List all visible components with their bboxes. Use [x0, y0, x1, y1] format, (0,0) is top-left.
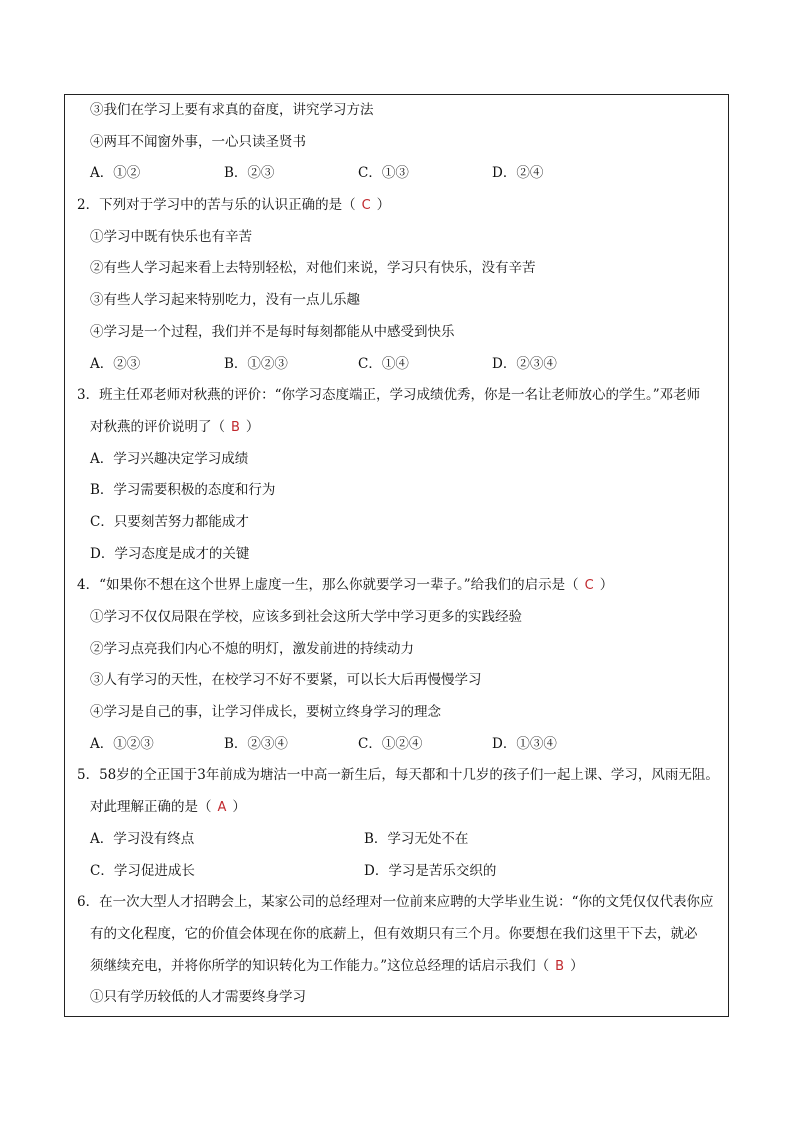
option-c: C．①④	[358, 355, 409, 372]
option-a: A．学习没有终点	[90, 830, 195, 847]
option-d: D．②④	[492, 165, 544, 182]
options-row	[90, 824, 720, 856]
question-2-stem	[65, 190, 720, 222]
option-a: A．①②③	[90, 735, 154, 752]
option-b: B．②③④	[224, 735, 288, 752]
stem-text: 2．下列对于学习中的苦与乐的认识正确的是（	[77, 197, 356, 214]
option-d: D．①③④	[492, 735, 557, 752]
option-d: D．学习是苦乐交织的	[364, 862, 497, 879]
statement-3: ③人有学习的天性，在校学习不好不要紧，可以长大后再慢慢学习	[90, 672, 482, 689]
worksheet-frame	[64, 94, 729, 1017]
question-5-stem-line1: 5．58岁的仝正国于3年前成为塘沽一中高一新生后，每天都和十几岁的孩子们一起上课、学习，风雨无阻。	[77, 767, 719, 784]
question-3-stem-line2	[65, 412, 720, 444]
option-b: B．学习需要积极的态度和行为	[90, 482, 276, 499]
option-d: D．②③④	[492, 355, 557, 372]
question-content	[77, 95, 720, 1014]
question-4-stem	[65, 570, 720, 602]
statement-1: ①学习中既有快乐也有辛苦	[90, 228, 252, 245]
option-b: B．①②③	[224, 355, 288, 372]
answer-mark: C	[361, 198, 371, 214]
statement-4: ④学习是一个过程，我们并不是每时每刻都能从中感受到快乐	[90, 323, 455, 340]
stem-close: ）	[376, 197, 391, 214]
stem-close: ）	[570, 957, 584, 974]
option-c: C．只要刻苦努力都能成才	[90, 513, 249, 530]
stem-text: 对此理解正确的是（	[90, 799, 212, 816]
stem-text: 对秋燕的评价说明了（	[90, 418, 225, 435]
stem-close: ）	[245, 418, 260, 435]
option-b: B．②③	[224, 165, 275, 182]
statement-4: ④两耳不闻窗外事，一心只读圣贤书	[90, 133, 306, 150]
statement-1: ①学习不仅仅局限在学校，应该多到社会这所大学中学习更多的实践经验	[90, 609, 522, 625]
answer-mark: A	[217, 800, 227, 816]
question-3-stem-line1: 3．班主任邓老师对秋燕的评价：“你学习态度端正，学习成绩优秀，你是一名让老师放心的学生。”邓老师	[77, 387, 701, 404]
options-row	[90, 856, 720, 888]
stem-close: ）	[232, 799, 246, 816]
answer-mark: B	[231, 419, 240, 435]
statement-2: ②有些人学习起来看上去特别轻松，对他们来说，学习只有快乐，没有辛苦	[90, 260, 536, 277]
option-c: C．①③	[358, 165, 409, 182]
statement-4: ④学习是自己的事，让学习伴成长，要树立终身学习的理念	[90, 704, 441, 721]
answer-mark: B	[555, 958, 565, 974]
statement-3: ③我们在学习上要有求真的奋度，讲究学习方法	[90, 102, 374, 118]
statement-1: ①只有学历较低的人才需要终身学习	[90, 989, 306, 1006]
options-row	[90, 349, 720, 381]
answer-mark: C	[584, 578, 594, 594]
option-c: C．学习促进成长	[90, 862, 195, 879]
statement-3: ③有些人学习起来特别吃力，没有一点儿乐趣	[90, 292, 360, 309]
question-5-stem-line2	[65, 792, 720, 824]
option-a: A．①②	[90, 165, 141, 182]
option-a: A．②③	[90, 355, 141, 372]
option-c: C．①②④	[358, 735, 423, 752]
options-row	[90, 158, 720, 190]
question-6-stem-line1: 6．在一次大型人才招聘会上，某家公司的总经理对一位前来应聘的大学毕业生说：“你的文凭仅仅代表你应	[77, 894, 714, 911]
option-d: D．学习态度是成才的关键	[90, 545, 250, 562]
question-6-stem-line3	[65, 951, 720, 983]
option-b: B．学习无处不在	[364, 830, 469, 847]
stem-text: 4．“如果你不想在这个世界上虚度一生，那么你就要学习一辈子。”给我们的启示是（	[77, 577, 579, 594]
stem-text: 须继续充电，并将你所学的知识转化为工作能力。”这位总经理的话启示我们（	[90, 957, 550, 974]
question-6-stem-line2: 有的文化程度，它的价值会体现在你的底薪上，但有效期只有三个月。你要想在我们这里干下去，就必	[90, 925, 698, 942]
stem-close: ）	[599, 577, 614, 594]
options-row	[90, 729, 720, 761]
option-a: A．学习兴趣决定学习成绩	[90, 450, 249, 467]
statement-2: ②学习点亮我们内心不熄的明灯，激发前进的持续动力	[90, 640, 414, 657]
